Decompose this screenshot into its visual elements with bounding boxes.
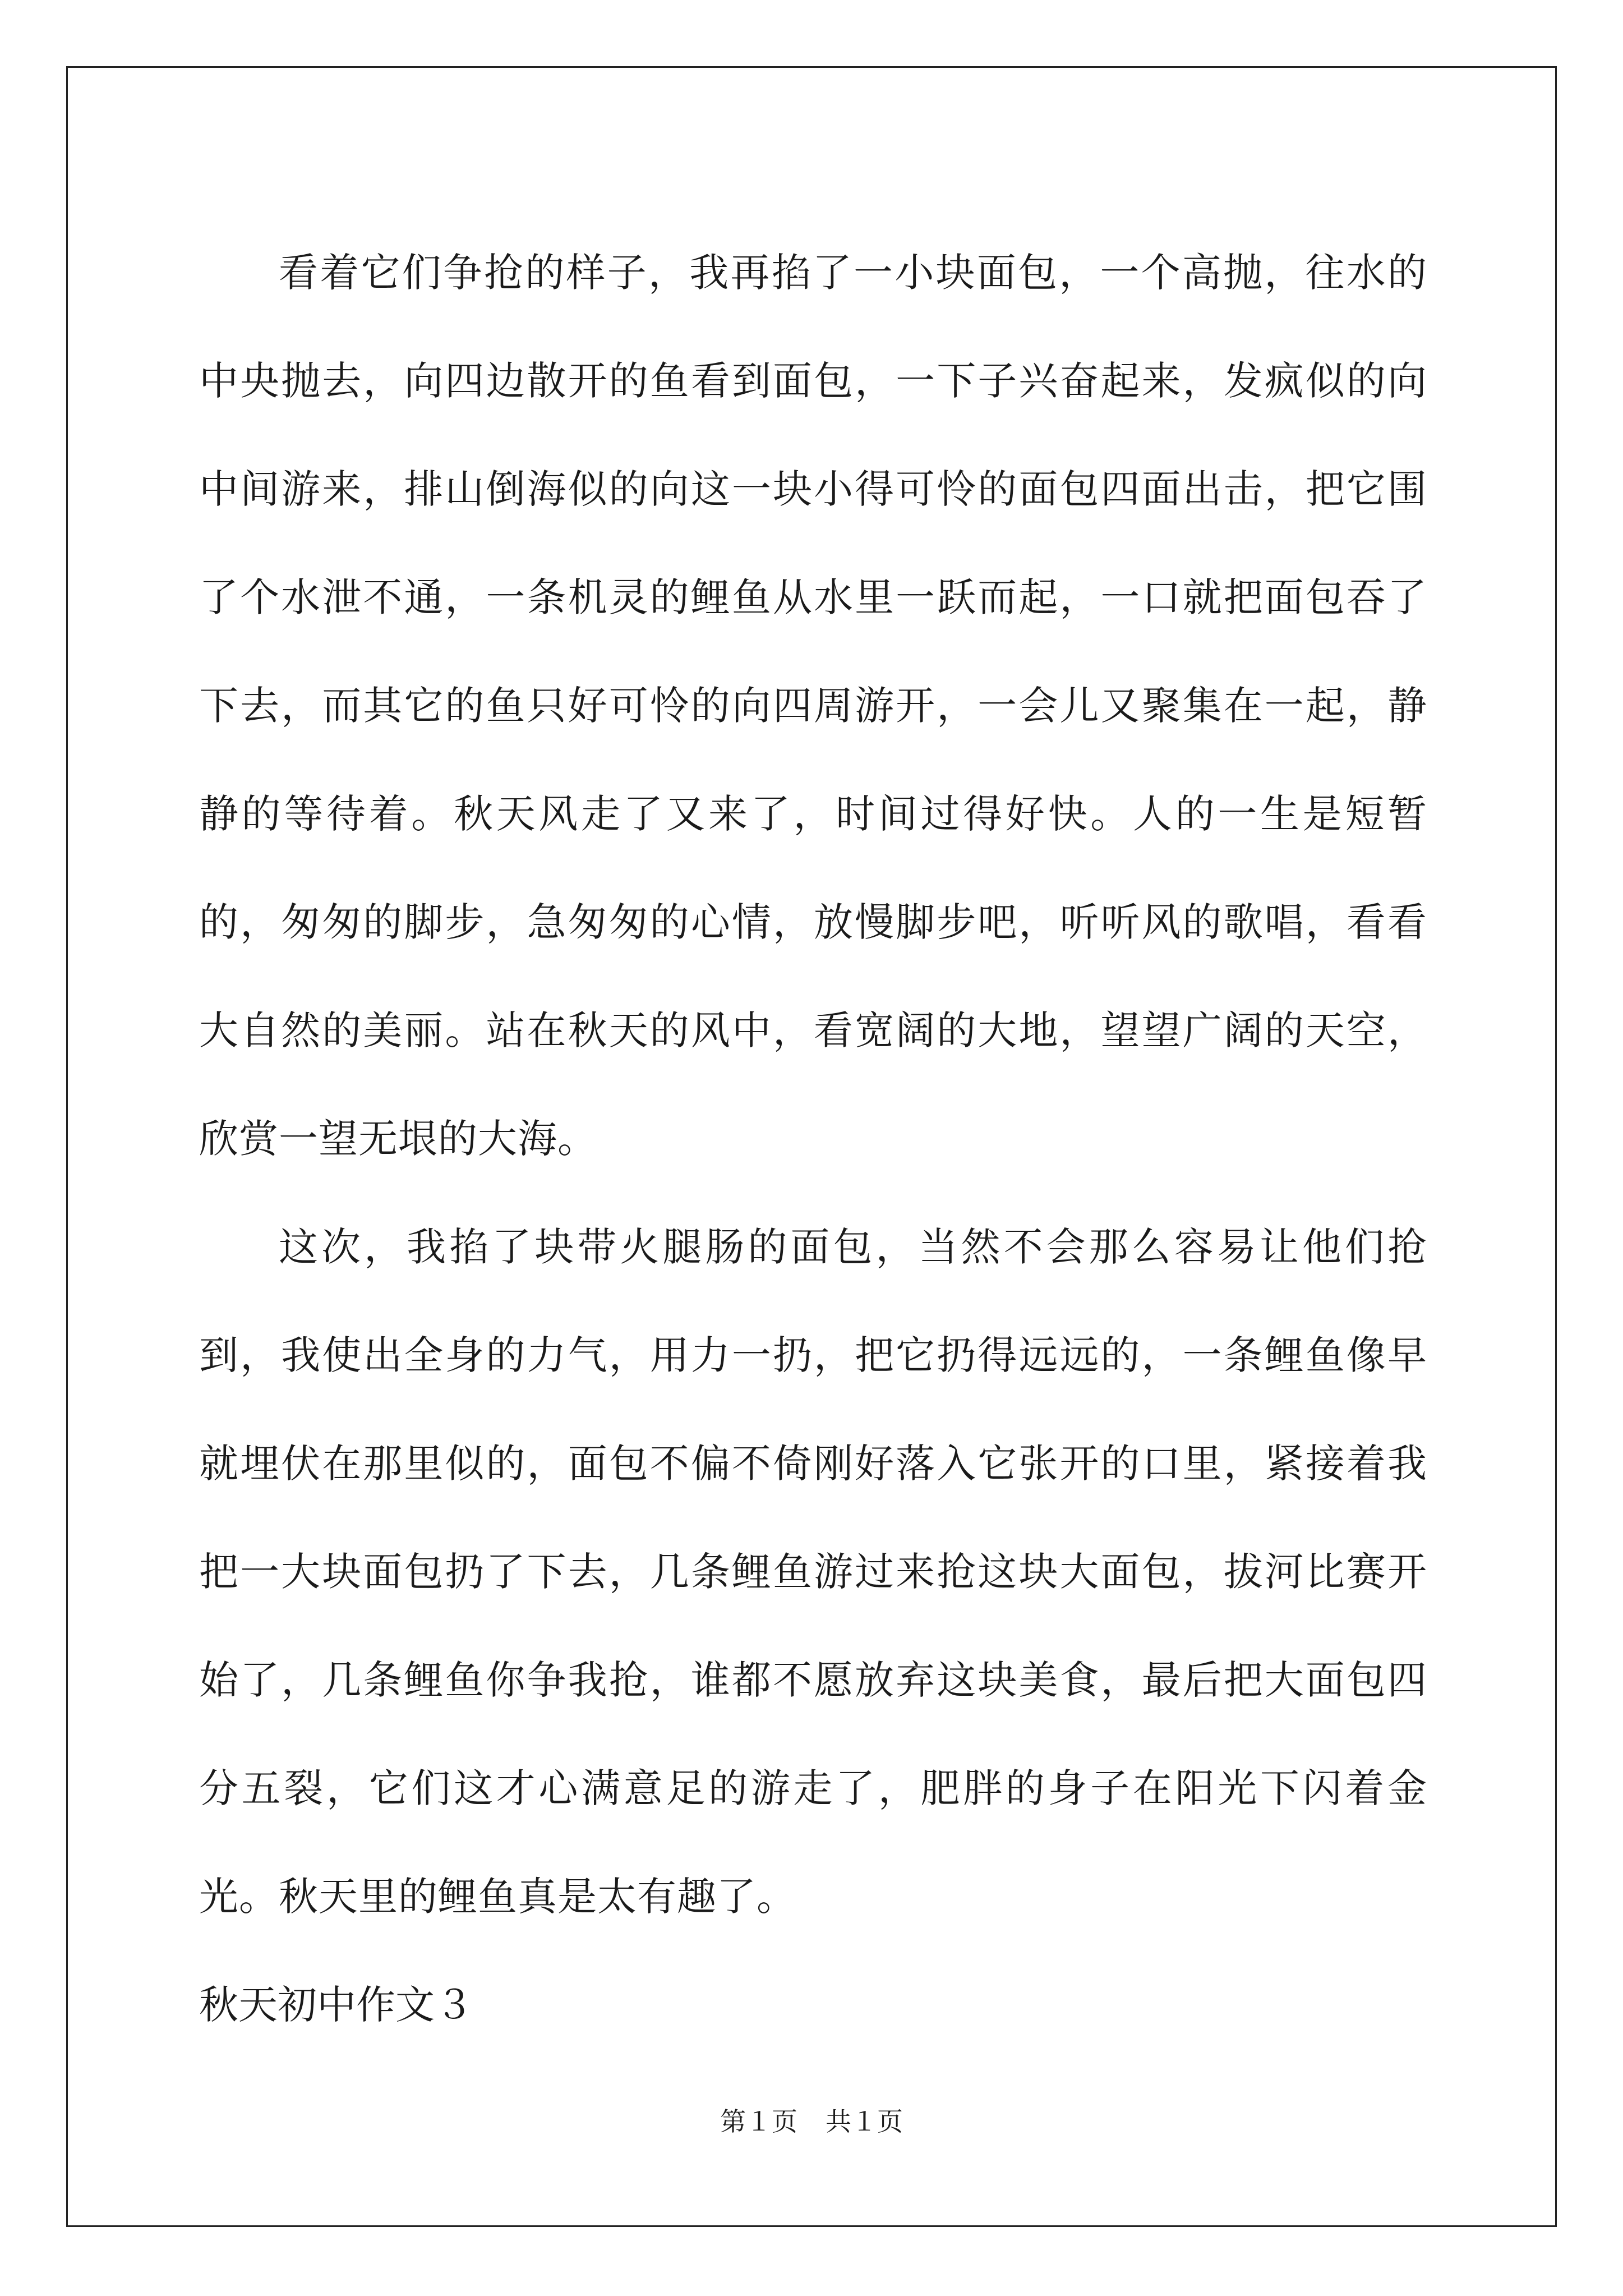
section-heading: 秋天初中作文３ <box>199 1982 474 2028</box>
page-footer <box>0 2105 1623 2138</box>
paragraph-1: 看着它们争抢的样子，我再掐了一小块面包，一个高抛，往水的中央抛去，向四边散开的鱼看到面包，一下子兴奋起来，发疯似的向中间游来，排山倒海似的向这一块小得可怜的面包四面出击，把它围了个水泄不通，一条机灵的鲤鱼从水里一跃而起，一口就把面包吞了下去，而其它的鱼只好可怜的向四周游开，一会儿又聚集在一起，静静的等待着。秋天风走了又来了，时间过得好快。人的一生是短暂的，匆匆的脚步，急匆匆的心情，放慢脚步吧，听听风的歌唱，看看大自然的美丽。站在秋天的风中，看宽阔的大地，望望广阔的天空，欣赏一望无垠的大海。 <box>199 250 1427 1162</box>
paragraph-2: 这次，我掐了块带火腿肠的面包，当然不会那么容易让他们抢到，我使出全身的力气，用力一扔，把它扔得远远的，一条鲤鱼像早就埋伏在那里似的，面包不偏不倚刚好落入它张开的口里，紧接着我把一大块面包扔了下去，几条鲤鱼游过来抢这块大面包，拔河比赛开始了，几条鲤鱼你争我抢，谁都不愿放弃这块美食，最后把大面包四分五裂，它们这才心满意足的游走了，肥胖的身子在阳光下闪着金光。秋天里的鲤鱼真是太有趣了。 <box>199 1224 1427 1920</box>
page-number-total: 共１页 <box>826 2106 903 2137</box>
document-body <box>199 219 1427 2059</box>
page-number-current: 第１页 <box>720 2106 797 2137</box>
